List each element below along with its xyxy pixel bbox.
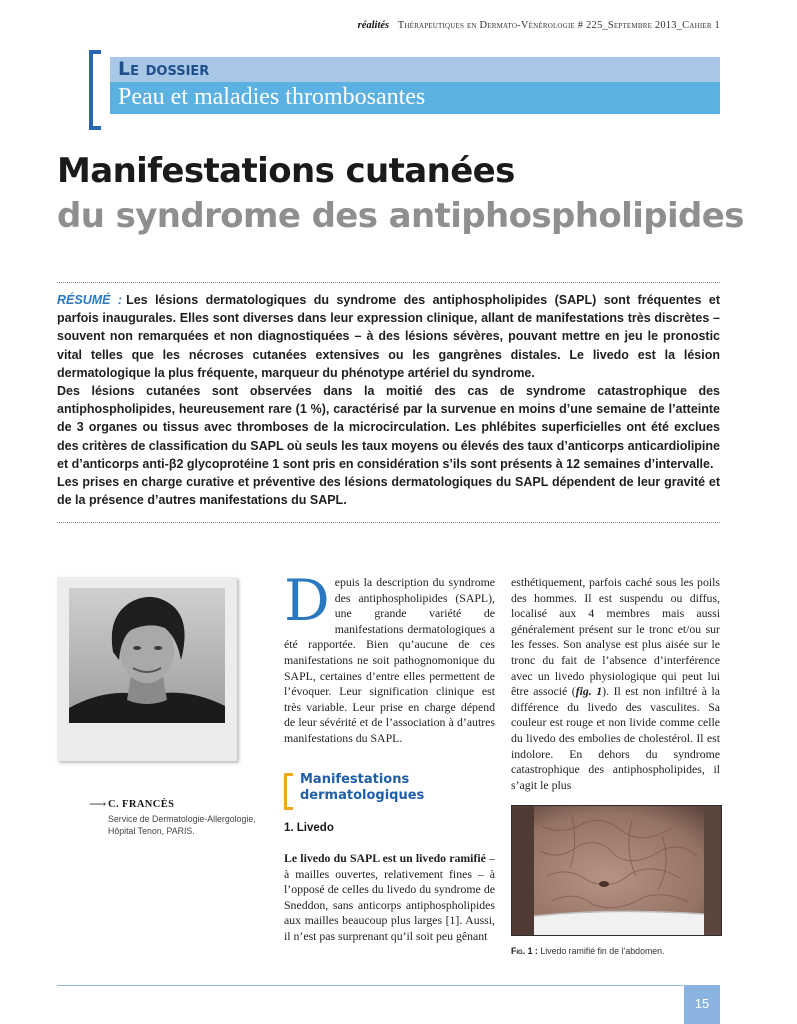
article-title-line2: du syndrome des antiphospholipides (57, 196, 744, 236)
intro-paragraph: epuis la description du syndrome des antiphospholipides (SAPL), une grande variété de manifestations dermatologiques a été rapportée. Bien qu’aucune de ces manifestations ne soit pathognomonique du SAPL, certaines d’entre elles permettent de l’évoquer. Leur signification clinique est très variable. Leur prise en charge dépend de leur sévérité et de l’association à d’autres manifestations du SAPL. (284, 575, 495, 745)
figure-1-image (511, 805, 722, 936)
author-photo-frame (57, 577, 237, 761)
livedo-bold: Le livedo du SAPL est un livedo ramifié (284, 851, 486, 865)
author-affiliation: Service de Dermatologie-Allergologie, Hôpital Tenon, PARIS. (108, 814, 256, 836)
journal-brand: réalités (357, 20, 390, 31)
section-heading: Manifestations dermatologiques (300, 772, 425, 803)
article-title-line1: Manifestations cutanées (57, 151, 515, 191)
abstract-top-divider (57, 282, 720, 283)
author-name: C. FRANCÈS (108, 799, 175, 810)
dossier-bracket (89, 50, 101, 130)
body-column-3 (511, 575, 720, 793)
abstract-paragraph-2: Des lésions cutanées sont observées dans la moitié des cas de syndrome catastrophique des antiphospholipides, heureusement rare (1 %), caractérisé par la survenue en moins d’une semaine de l’atteinte de 3 organes ou tissus avec thromboses de la microcirculation. Les phlébites superficielles ont été exclues des critères de classification du SAPL où seuls les taux moyens ou élevés des taux d’anticorps anticardiolipine et d’anticorps anti-β2 glycoprotéine 1 sont pris en considération s’ils sont présents à 12 semaines d’intervalle. (57, 384, 720, 471)
page-number: 15 (694, 996, 710, 1011)
author-photo (69, 588, 225, 723)
drop-cap: D (284, 568, 330, 634)
portrait-illustration (69, 588, 225, 723)
abdomen-photo (512, 806, 721, 935)
abstract-paragraph-1 (57, 291, 720, 382)
column-3-text-b: ). Il est non infiltré à la différence du livedo des vasculites. Sa couleur est rouge et non livide comme celle du livedo des embolies de cholestérol. Il est indolore. En dehors du syndrome catastrophique des antiphospholipides, il s’agit le plus (511, 684, 720, 792)
column-3-paragraph (511, 575, 720, 793)
body-column-2-livedo (284, 851, 495, 945)
column-3-text-a: esthétiquement, parfois caché sous les poils des hommes. Il est suspendu ou diffus, localisé aux 4 membres mais aussi généralement présent sur le tronc et/ou sur les fesses. Son analyse est plus aisée sur le tronc du fait de l’absence d’interférence avec un livedo physiologique qui peut lui être associé ( (511, 575, 720, 699)
running-header (358, 20, 720, 31)
footer-rule (57, 985, 683, 986)
abstract-paragraph-3: Les prises en charge curative et préventive des lésions dermatologiques du SAPL dépendent de leur gravité et de la présence d’autres manifestations du SAPL. (57, 475, 720, 508)
abstract (57, 291, 720, 509)
dossier-subtitle: Peau et maladies thrombosantes (118, 84, 426, 110)
abstract-lead: RÉSUMÉ : (57, 293, 123, 307)
figure-1-label: Fig. 1 : (511, 946, 538, 956)
livedo-text: – à mailles ouvertes, relativement fines – à l’opposé de celles du livedo du syndrome de Sneddon, sans anticorps antiphospholipides aux mailles beaucoup plus larges [1]. Aussi, il n’est pas surprenant qu’il soit peu gênant (284, 851, 495, 943)
livedo-paragraph (284, 851, 495, 945)
section-bracket (284, 773, 293, 810)
figure-1-caption (511, 946, 665, 956)
figure-1-caption-text: Livedo ramifié fin de l’abdomen. (537, 946, 665, 956)
dossier-label: Le dossier (118, 58, 210, 80)
journal-series: Thérapeutiques en Dermato-Vénérologie # 225_Septembre 2013_Cahier 1 (397, 20, 720, 31)
body-column-2-intro (284, 568, 495, 747)
author-arrow-icon: ⟶ (89, 797, 107, 811)
abstract-bottom-divider (57, 522, 720, 523)
subheading-livedo: 1. Livedo (284, 822, 334, 834)
abstract-text-1: Les lésions dermatologiques du syndrome des antiphospholipides (SAPL) sont fréquentes et parfois inaugurales. Elles sont diverses dans leur expression clinique, allant de manifestations très discrètes – souvent non remarquées et non diagnostiquées – à des lésions sévères, pouvant mettre en jeu le pronostic vital telles que les nécroses cutanées extensives ou les gangrènes distales. Le livedo est la lésion dermatologique la plus fréquente, marqueur du phénotype artériel du syndrome. (57, 293, 721, 380)
figure-reference: fig. 1 (575, 684, 603, 699)
